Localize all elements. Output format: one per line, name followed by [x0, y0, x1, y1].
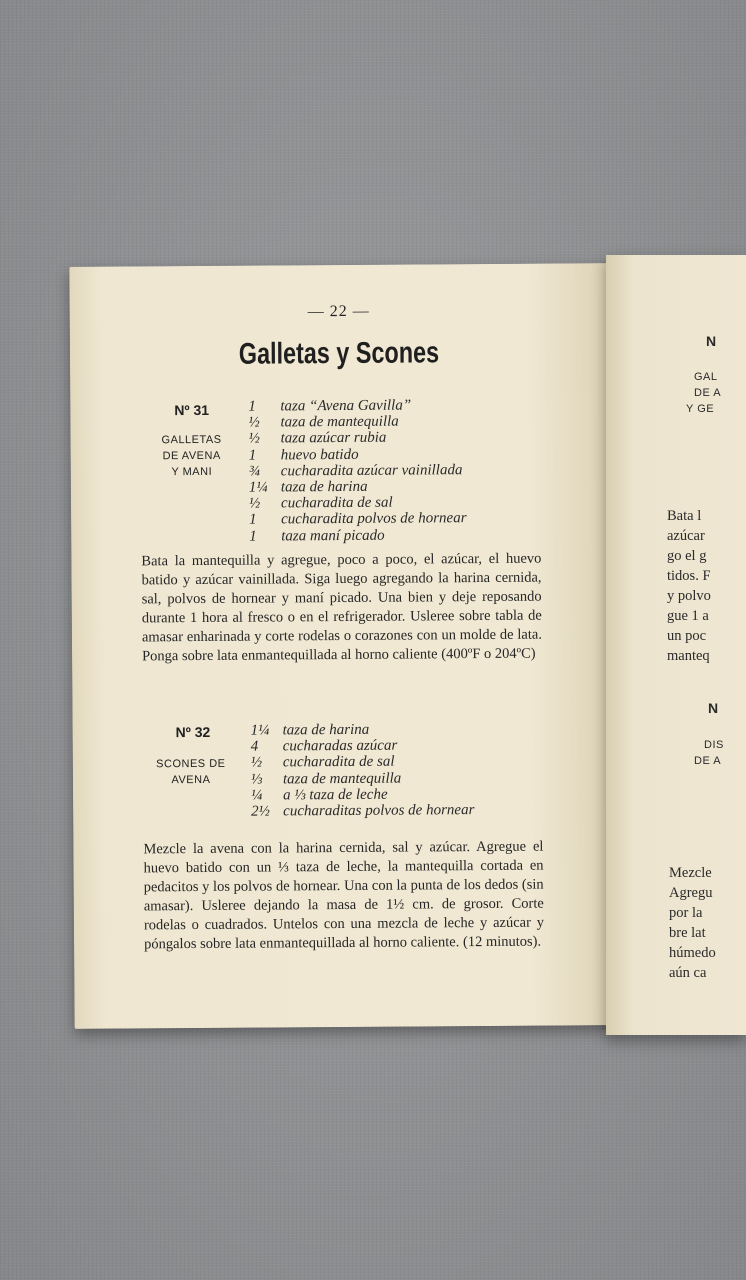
ingredient-item	[251, 802, 474, 820]
ingredient-qty: ½	[248, 495, 261, 512]
page-title: Galletas y Scones	[238, 336, 440, 371]
ingredient-item	[249, 527, 466, 545]
recipe-name	[151, 756, 231, 789]
facing-text-fragment: Bata l	[667, 508, 702, 524]
ingredient-item	[251, 737, 474, 755]
ingredient-text: cucharaditas polvos de hornear	[283, 802, 475, 820]
ingredient-qty: ½	[248, 430, 260, 448]
facing-text-fragment: por la	[669, 905, 703, 921]
recipe-number: Nº 31	[174, 401, 210, 419]
facing-text-fragment: go el g	[667, 548, 707, 564]
page-number: — 22 —	[307, 302, 370, 321]
facing-text-fragment: gue 1 a	[667, 608, 709, 624]
recipe-name-line: GALLETAS	[161, 433, 222, 447]
ingredient-item	[249, 462, 466, 480]
recipe-instructions: Bata la mantequilla y agregue, poco a poco, el azúcar, el huevo batido y azúcar vainillada. Siga luego agregando la harina cernida, sal, polvos de hornear y maní picado. Una bien y deje reposando durante 1 hora al fresco o en el refrigerador. Usleree sobre tabla de amasar enharinada y corte rodelas o corazones con un molde de lata. Ponga sobre lata enmantequillada al horno caliente (400ºF o 204ºC)	[141, 550, 542, 665]
ingredient-qty: 1	[248, 447, 257, 464]
ingredient-text: taza de harina	[280, 478, 368, 496]
ingredient-item	[249, 510, 466, 528]
facing-text-fragment: Mezcle	[669, 865, 712, 881]
ingredient-qty: ¼	[250, 787, 263, 804]
ingredient-text: cucharadita de sal	[282, 754, 395, 771]
recipe-number: Nº 32	[175, 723, 211, 741]
ingredient-item	[251, 770, 474, 788]
ingredient-item	[248, 413, 465, 431]
ingredient-text: taza de mantequilla	[280, 413, 399, 431]
ingredient-text: cucharadita polvos de hornear	[281, 510, 467, 528]
facing-heading-fragment: N	[706, 333, 717, 349]
ingredient-text: cucharadas azúcar	[282, 737, 398, 755]
recipe-name-line: AVENA	[171, 773, 211, 787]
recipe-name	[152, 432, 232, 481]
ingredient-qty: ½	[250, 754, 263, 772]
ingredient-qty: 4	[250, 738, 259, 755]
ingredient-qty: ¾	[248, 463, 261, 480]
ingredient-text: taza maní picado	[281, 527, 385, 544]
ingredient-item	[248, 397, 465, 415]
recipe-name-line: Y MANI	[171, 465, 213, 479]
facing-number-fragment: N	[708, 700, 719, 716]
facing-name-fragment: DE A	[694, 387, 722, 399]
ingredient-qty: 1	[249, 528, 257, 545]
ingredient-text: taza azúcar rubia	[280, 430, 387, 447]
facing-text-fragment: húmedo	[669, 945, 716, 961]
facing-name-fragment: DIS	[704, 739, 724, 751]
facing-text-fragment: tidos. F	[667, 568, 711, 584]
ingredient-list	[251, 721, 475, 820]
ingredient-text: cucharadita de sal	[280, 494, 393, 512]
book-page-right	[606, 255, 746, 1035]
ingredient-qty: 1¼	[250, 722, 270, 739]
ingredient-text: taza de harina	[282, 721, 370, 739]
facing-text-fragment: Agregu	[669, 885, 713, 901]
ingredient-item	[249, 446, 466, 464]
book-page-left	[69, 263, 612, 1029]
ingredient-list	[248, 397, 466, 544]
ingredient-item	[251, 753, 474, 771]
recipe-instructions: Mezcle la avena con la harina cernida, sal y azúcar. Agregue el huevo batido con un ⅓ taza de leche, la mantequilla cortada en pedacitos y los polvos de hornear. Una con la punta de los dedos (sin amasar). Usleree dejando la masa de 1½ cm. de grosor. Corte rodelas o cuadrados. Untelos con una mezcla de leche y azúcar y póngalos sobre lata enmantequillada al horno caliente. (12 minutos).	[143, 838, 544, 953]
facing-text-fragment: y polvo	[667, 588, 711, 604]
ingredient-item	[251, 786, 474, 804]
ingredient-qty: 1¼	[248, 479, 268, 496]
ingredient-text: cucharadita azúcar vainillada	[280, 461, 463, 480]
recipe-name-line: SCONES DE	[156, 757, 226, 771]
ingredient-qty: 2½	[251, 803, 270, 820]
facing-name-fragment: DE A	[694, 755, 722, 767]
facing-text-fragment: aún ca	[669, 965, 707, 981]
facing-text-fragment: manteq	[667, 648, 710, 664]
ingredient-qty: 1	[248, 398, 256, 415]
ingredient-item	[248, 429, 465, 447]
ingredient-text: taza “Avena Gavilla”	[280, 397, 412, 415]
ingredient-item	[249, 478, 466, 496]
ingredient-qty: ½	[248, 414, 260, 431]
ingredient-text: a ⅓ taza de leche	[282, 786, 388, 804]
ingredient-qty: ⅓	[250, 771, 263, 788]
ingredient-item	[251, 721, 474, 739]
ingredient-qty: 1	[249, 511, 257, 528]
ingredient-item	[249, 494, 466, 512]
facing-text-fragment: bre lat	[669, 925, 706, 941]
facing-text-fragment: un poc	[667, 628, 707, 644]
ingredient-text: huevo batido	[280, 446, 359, 463]
facing-name-fragment: GAL	[694, 371, 718, 383]
recipe-name-line: DE AVENA	[162, 449, 221, 463]
facing-text-fragment: azúcar	[667, 528, 705, 544]
facing-name-fragment: Y GE	[686, 403, 715, 415]
ingredient-text: taza de mantequilla	[282, 770, 402, 787]
